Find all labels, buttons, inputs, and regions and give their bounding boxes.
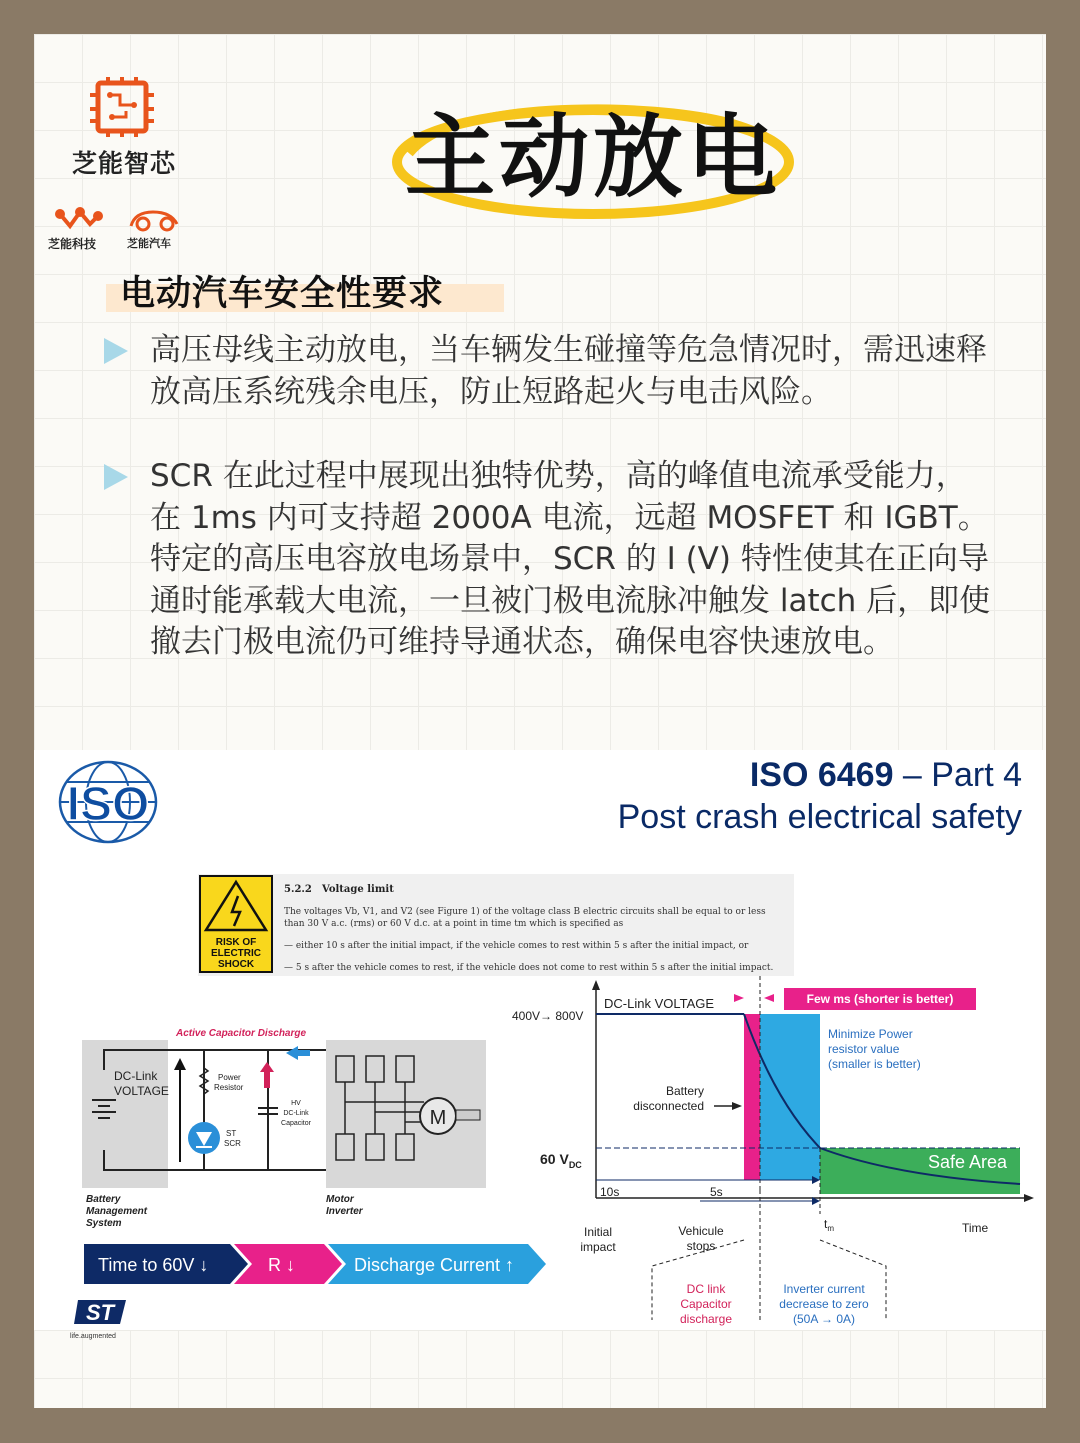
clause-item-2: — 5 s after the vehicle comes to rest, if the vehicle does not come to rest within 5 s after the initial impact. [284, 963, 774, 973]
arrow-time: Time to 60V ↓ [98, 1255, 209, 1275]
minimize-1: Minimize Power [828, 1027, 913, 1041]
safe-area-label: Safe Area [928, 1152, 1008, 1172]
warning-line-3: SHOCK [217, 959, 255, 970]
bullet-2: SCR 在此过程中展现出独特优势，高的峰值电流承受能力，在 1ms 内可支持超 2000A 电流，远超 MOSFET 和 IGBT。特定的高压电容放电场景中，SCR 的 I (V) 特性使其在正向导通时能承载大电流，一旦被门极电流脉冲触发 latch 后，即使撤去门极电流仍可维持导通状态，确保电容快速放电。 [150, 458, 991, 660]
inverter-current-1: Inverter current [783, 1282, 865, 1296]
arrow-current: Discharge Current ↑ [354, 1255, 515, 1275]
battery-label-1: Battery [665, 1084, 704, 1098]
dclink-discharge-3: discharge [679, 1312, 733, 1326]
clause-item-1: — either 10 s after the initial impact, if the vehicle comes to rest within 5 s after the initial impact, or [284, 941, 749, 951]
svg-text:ST: ST [86, 1300, 115, 1325]
vehicle-stops-2: stops [686, 1239, 716, 1253]
iso-logo [60, 762, 156, 842]
bms-label-2: Management [86, 1206, 148, 1217]
tm-label: $t_m$ [824, 1217, 835, 1233]
iso-figure [34, 750, 1046, 1340]
dclink-discharge-2: Capacitor [680, 1297, 732, 1311]
circuit-diagram [82, 1028, 486, 1229]
figure-canvas [34, 750, 1046, 1340]
clause-line-1: The voltages Vb, V1, and V2 (see Figure 1) of the voltage class B electric circuits shall be equal to or less [284, 907, 766, 917]
t5-label: 5s [710, 1185, 723, 1199]
voltage-graph [512, 976, 1034, 1326]
warning-line-2: ELECTRIC [211, 948, 261, 959]
card [34, 34, 1046, 1408]
trend-arrows [84, 1244, 546, 1284]
dc-link-label-2: VOLTAGE [114, 1084, 169, 1098]
inverter-label-2: Inverter [326, 1206, 363, 1217]
brand-name: 芝能智芯 [71, 149, 176, 178]
clause-number: 5.2.2 [284, 884, 312, 895]
bullet-arrow-icon [104, 338, 128, 364]
clause-title: Voltage limit [322, 884, 394, 895]
st-logo [70, 1300, 126, 1340]
warning-line-1: RISK OF [215, 937, 257, 948]
arrow-r: R ↓ [268, 1255, 295, 1275]
car-logo-icon [127, 206, 181, 232]
current-up-arrow-icon [260, 1062, 274, 1072]
chip-logo-icon [90, 77, 154, 137]
vehicle-stops-1: Vehicule [678, 1224, 724, 1238]
warning-sign [200, 876, 272, 972]
circuit-title: Active Capacitor Discharge [176, 1028, 307, 1039]
dclink-discharge-1: DC link [686, 1282, 726, 1296]
section-title: 电动汽车安全性要求 [120, 274, 445, 314]
bullet-1: 高压母线主动放电，当车辆发生碰撞等危急情况时，需迅速释放高压系统残余电压，防止短路起火与电击风险。 [150, 332, 987, 410]
st-scr-2: SCR [224, 1139, 241, 1148]
hv-cap-1: HV [291, 1100, 301, 1107]
few-ms-label: Few ms (shorter is better) [806, 992, 954, 1006]
bms-label-3: System [86, 1218, 122, 1229]
current-left-arrow-icon [286, 1046, 298, 1060]
bms-label-1: Battery [86, 1194, 121, 1205]
title-block [390, 94, 796, 224]
minimize-3: (smaller is better) [828, 1057, 921, 1071]
dc-link-label-1: DC-Link [114, 1069, 158, 1083]
sub-brand-auto: 芝能汽车 [127, 237, 171, 250]
t10-label: 10s [600, 1185, 620, 1199]
st-scr-1: ST [226, 1129, 237, 1138]
initial-impact-2: impact [580, 1240, 616, 1254]
power-resistor-2: Resistor [214, 1083, 244, 1092]
initial-impact-1: Initial [583, 1225, 613, 1239]
molecule-logo-icon [54, 204, 102, 232]
figure-heading-2: Post crash electrical safety [617, 798, 1022, 836]
minimize-2: resistor value [828, 1042, 900, 1056]
sub-brand-tech: 芝能科技 [48, 237, 97, 251]
bullet-arrow-icon [104, 464, 128, 490]
clause-line-2: than 30 V a.c. (rms) or 60 V d.c. at a point in time tm which is specified as [284, 919, 624, 929]
inverter-label-1: Motor [326, 1194, 354, 1205]
hv-cap-2: DC-Link [283, 1110, 309, 1117]
st-tagline: life.augmented [70, 1333, 116, 1340]
page-title: 主动放电 [405, 105, 781, 210]
motor-label: M [429, 1107, 447, 1129]
time-axis-label: Time [962, 1221, 989, 1235]
inverter-current-3: (50A → 0A) [792, 1312, 856, 1326]
inverter-current-2: decrease to zero [779, 1297, 869, 1311]
power-resistor-1: Power [218, 1073, 241, 1082]
battery-label-2: disconnected [633, 1099, 704, 1113]
v-high-label: 400V→ 800V [512, 1009, 584, 1023]
figure-heading-1: ISO 6469 – Part 4 [749, 756, 1022, 794]
v60-label: 60 $V_{DC}$ [540, 1151, 582, 1170]
dc-link-voltage-label: DC-Link VOLTAGE [604, 996, 715, 1011]
iso-logo-text: ISO [66, 778, 150, 831]
voltage-arrow-icon [174, 1058, 186, 1070]
hv-cap-3: Capacitor [281, 1120, 311, 1127]
